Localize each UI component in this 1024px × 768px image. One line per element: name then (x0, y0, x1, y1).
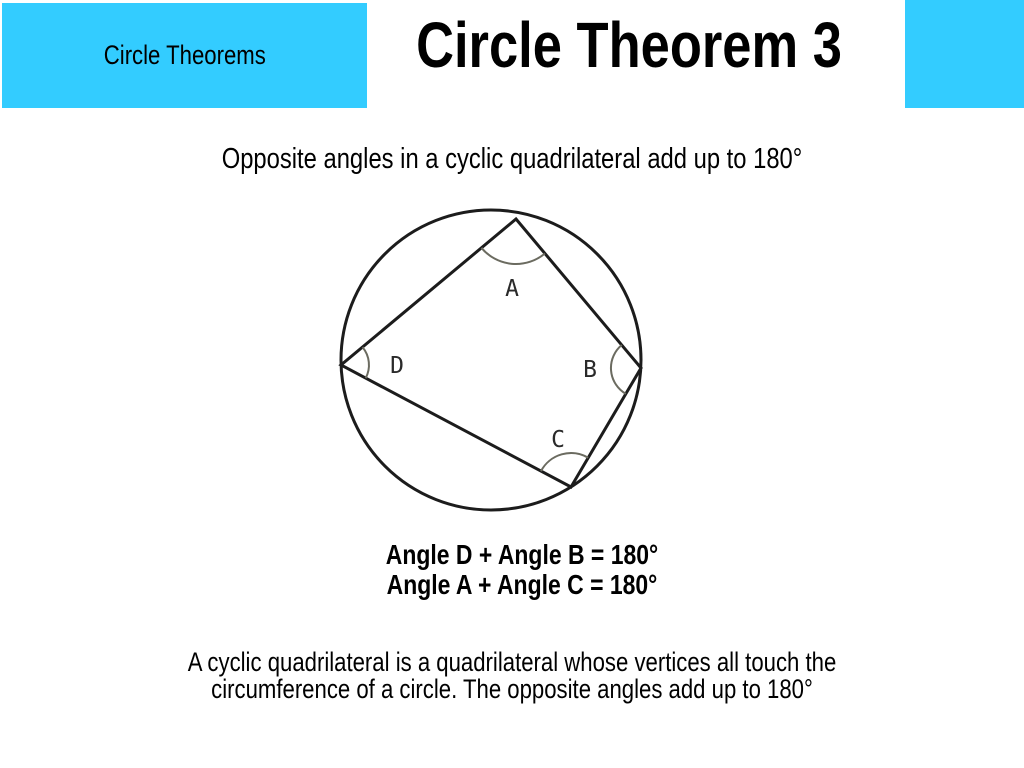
angle-formulas (110, 540, 933, 600)
formula-line-1: Angle D + Angle B = 180° (385, 539, 659, 570)
angle-arc-d (363, 347, 369, 378)
definition-text (92, 649, 932, 703)
vertex-label-b: B (583, 357, 597, 383)
angle-arc-b (611, 345, 626, 394)
header-badge-label: Circle Theorems (103, 40, 266, 70)
definition-line-2: circumference of a circle. The opposite angles add up to 180° (211, 674, 813, 704)
angle-arc-a (481, 248, 545, 264)
vertex-label-a: A (505, 276, 519, 302)
theorem-statement: Opposite angles in a cyclic quadrilateral add up to 180° (221, 143, 803, 175)
inscribed-quadrilateral (341, 219, 641, 487)
formula-line-2: Angle A + Angle C = 180° (386, 569, 658, 600)
slide-title: Circle Theorem 3 (416, 9, 842, 81)
vertex-label-d: D (390, 353, 404, 379)
vertex-label-c: C (551, 427, 565, 453)
definition-line-1: A cyclic quadrilateral is a quadrilateral whose vertices all touch the (187, 647, 837, 677)
